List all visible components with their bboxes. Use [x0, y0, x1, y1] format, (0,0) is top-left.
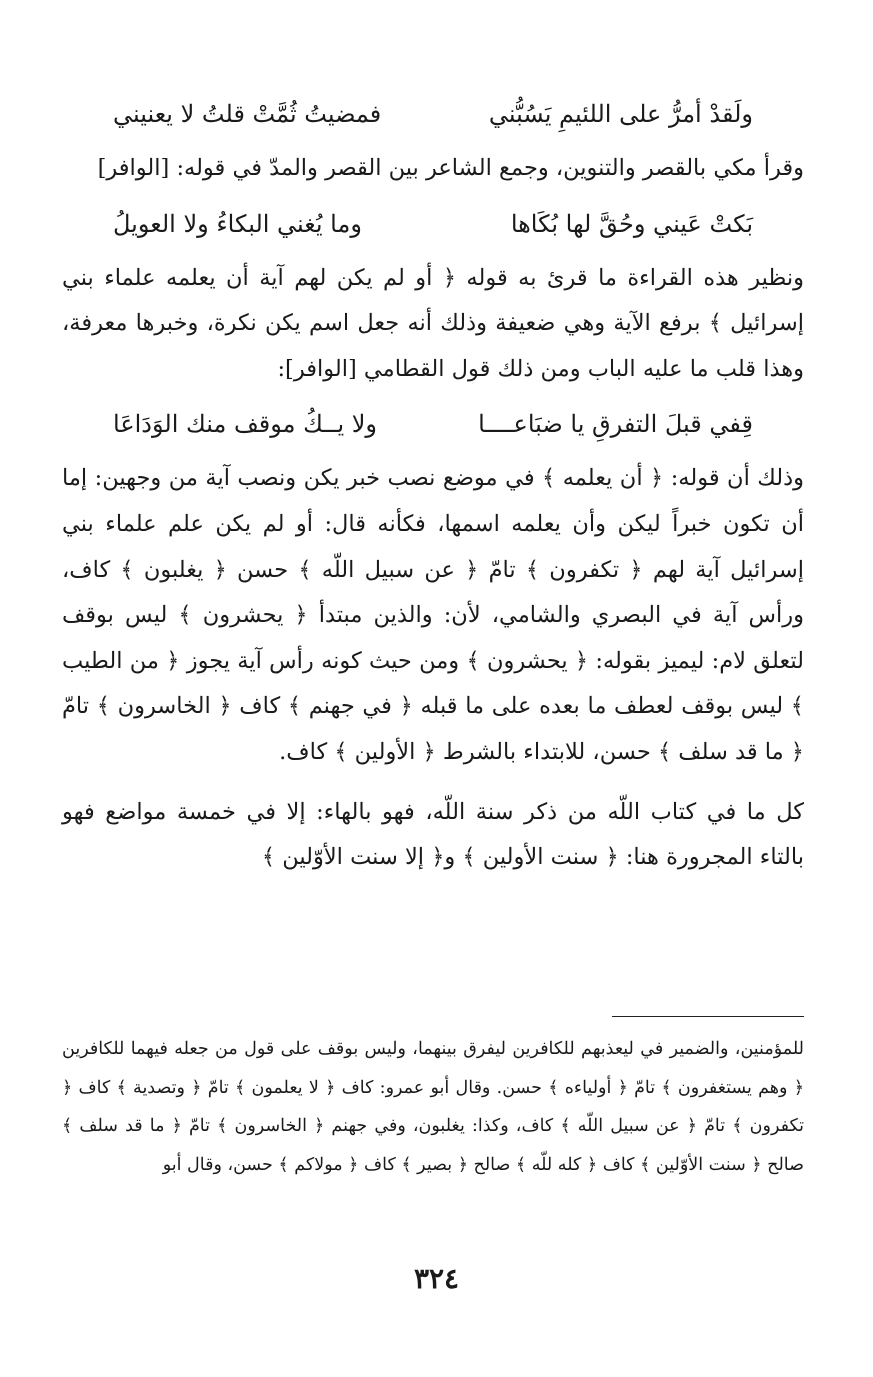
verse-3-second-hemistich: ولا يــكُ موقف منك الوَدَاعَا — [113, 410, 378, 439]
verse-1-first-hemistich: ولَقدْ أمرُّ على اللئيمِ يَسُبُّني — [488, 100, 753, 128]
footnote — [62, 1030, 804, 1184]
verse-2-first-hemistich: بَكتْ عَيني وحُقَّ لها بُكَاها — [510, 209, 753, 238]
main-text — [62, 92, 804, 881]
page-number: ٣٢٤ — [413, 1262, 460, 1295]
verse-1-second-hemistich: فمضيتُ ثُمَّتْ قلتُ لا يعنيني — [113, 100, 382, 128]
paragraph-3: وذلك أن قوله: ﴿ أن يعلمه ﴾ في موضع نصب خبر يكن ونصب آية من وجهين: إما أن تكون خبراً ليكن وأن يعلمه اسمها، فكأنه قال: أو لم يكن علم علماء بني إسرائيل آية لهم ﴿ تكفرون ﴾ تامّ ﴿ عن سبيل اللّه ﴾ حسن ﴿ يغلبون ﴾ كاف، ورأس آية في البصري والشامي، لأن: والذين مبتدأ ﴿ يحشرون ﴾ ليس بوقف لتعلق لام: ليميز بقوله: ﴿ يحشرون ﴾ ومن حيث كونه رأس آية يجوز ﴿ من الطيب ﴾ ليس بوقف لعطف ما بعده على ما قبله ﴿ في جهنم ﴾ كاف ﴿ الخاسرون ﴾ تامّ ﴿ ما قد سلف ﴾ حسن، للابتداء بالشرط ﴿ الأولين ﴾ كاف. — [62, 465, 804, 765]
footnote-text: للمؤمنين، والضمير في ليعذبهم للكافرين ليفرق بينهما، وليس بوقف على قول من جعله فيهما للكافرين ﴿ وهم يستغفرون ﴾ تامّ ﴿ أولياءه ﴾ حسن. وقال أبو عمرو: كاف ﴿ لا يعلمون ﴾ تامّ ﴿ وتصدية ﴾ كاف ﴿ تكفرون ﴾ تامّ ﴿ عن سبيل اللّه ﴾ كاف، وكذا: يغلبون، وفي جهنم ﴿ الخاسرون ﴾ تامّ ﴿ ما قد سلف ﴾ صالح ﴿ سنت الأوّلين ﴾ كاف ﴿ كله للّه ﴾ صالح ﴿ بصير ﴾ كاف ﴿ مولاكم ﴾ حسن، وقال أبو — [62, 1039, 804, 1175]
paragraph-4: كل ما في كتاب اللّه من ذكر سنة اللّه، فهو بالهاء: إلا في خمسة مواضع فهو بالتاء المجرورة هنا: ﴿ سنت الأولين ﴾ و﴿ إلا سنت الأوّلين ﴾ — [62, 798, 804, 871]
verse-1 — [113, 92, 753, 136]
paragraph-1: وقرأ مكي بالقصر والتنوين، وجمع الشاعر بين القصر والمدّ في قوله: [الوافر] — [97, 155, 804, 181]
verse-2 — [113, 202, 753, 246]
footnote-divider — [612, 1016, 804, 1017]
paragraph-2: ونظير هذه القراءة ما قرئ به قوله ﴿ أو لم يكن لهم آية أن يعلمه علماء بني إسرائيل ﴾ برفع الآية وهي ضعيفة وذلك أنه جعل اسم يكن نكرة، وخبرها معرفة، وهذا قلب ما عليه الباب ومن ذلك قول القطامي [الوافر]: — [62, 264, 804, 382]
verse-3 — [113, 402, 753, 446]
verse-3-first-hemistich: قِفي قبلَ التفرقِ يا ضبَاعــــا — [478, 410, 753, 439]
verse-2-second-hemistich: وما يُغني البكاءُ ولا العويلُ — [113, 209, 362, 238]
